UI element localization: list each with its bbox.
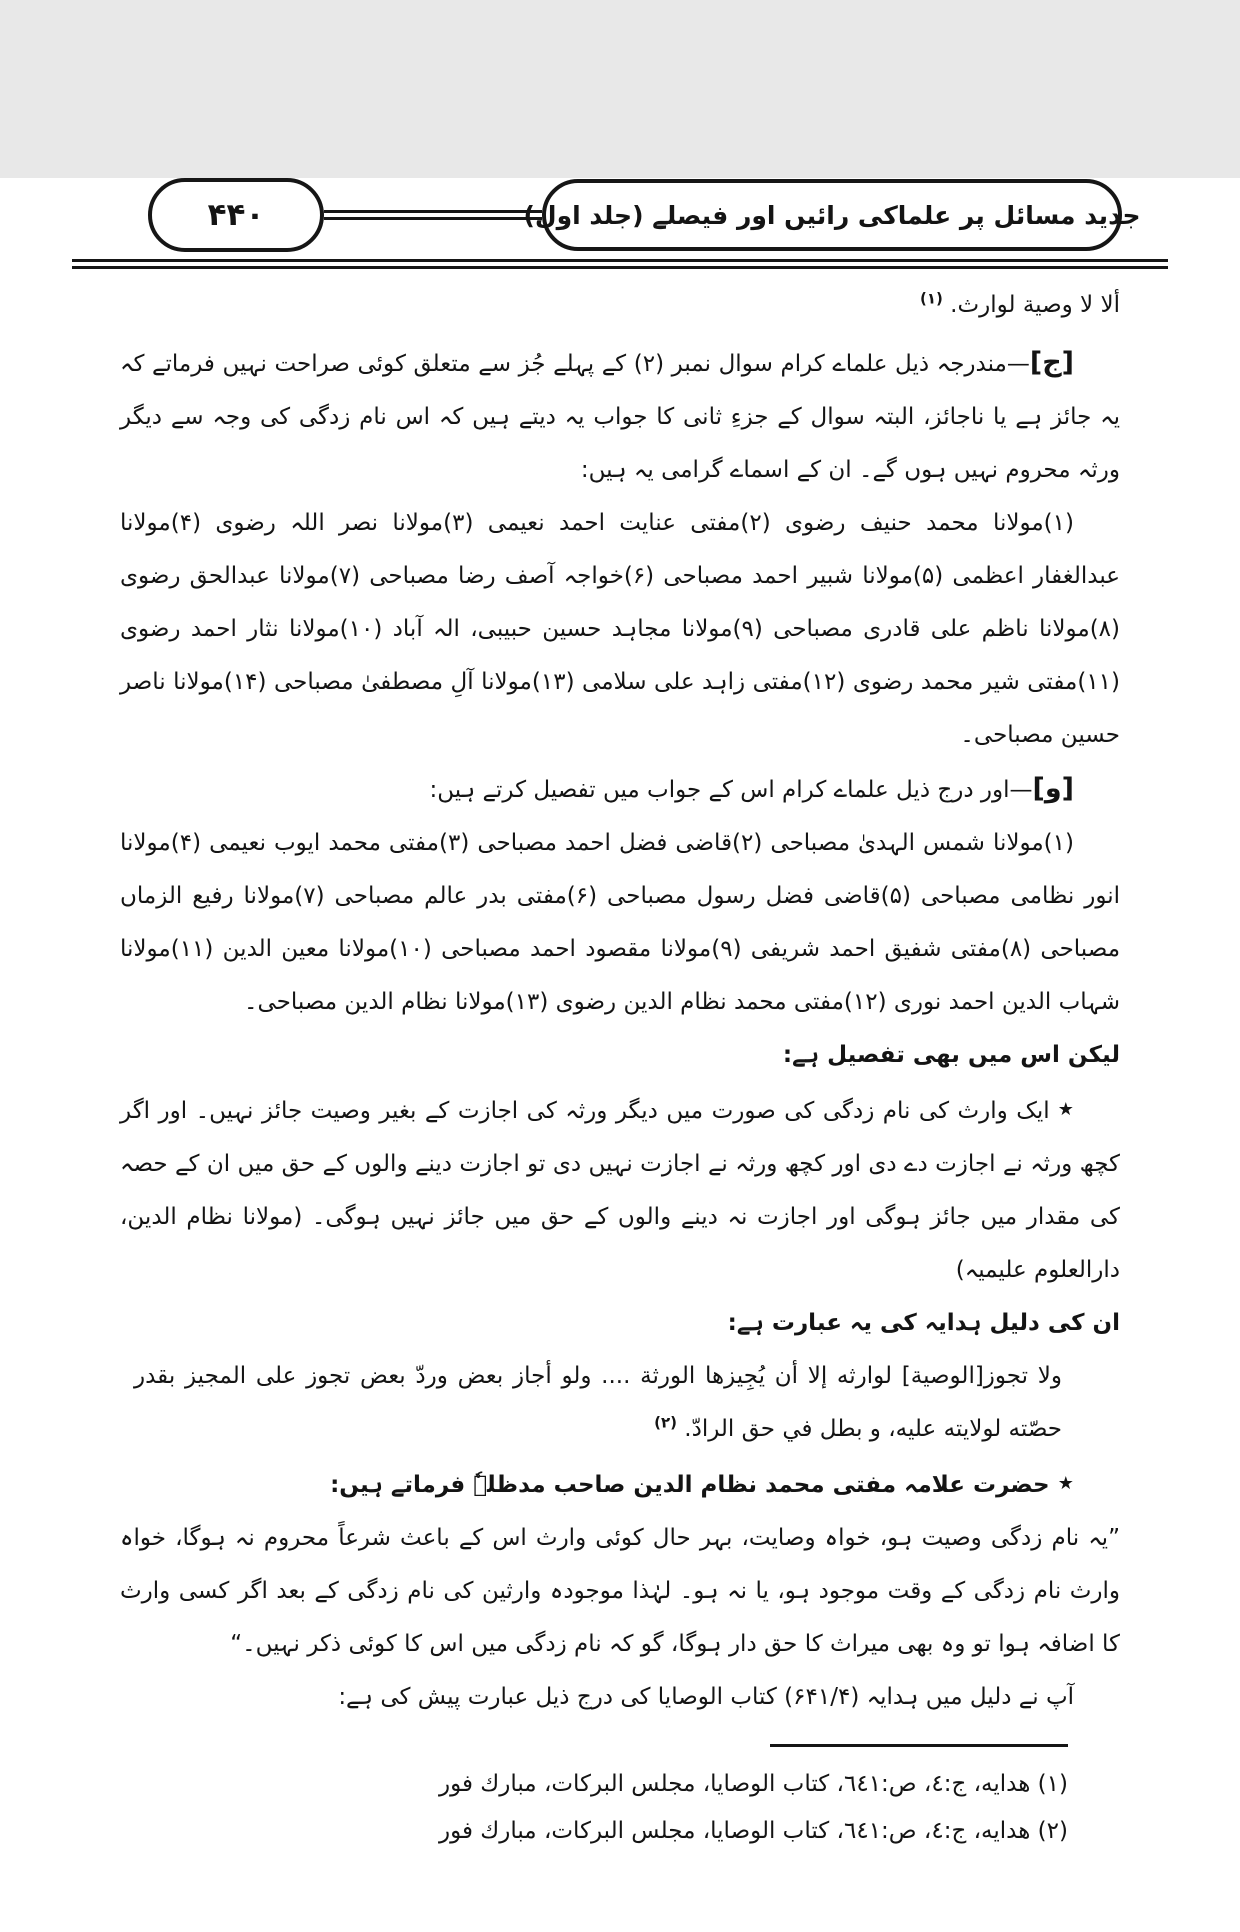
paragraph-jeem-text: —مندرجہ ذیل علماے کرام سوال نمبر (۲) کے پہلے جُز سے متعلق کوئی صراحت نہیں فرماتے کہ یہ جائز ہے یا ناجائز، البتہ سوال کے جزءِ ثانی کا جواب یہ دیتے ہیں کہ اس نام زدگی کی وجہ سے دیگر ورثہ محروم نہیں ہوں گے۔ ان کے اسماے گرامی یہ ہیں: bbox=[120, 351, 1120, 483]
book-title: جدید مسائل پر علماکی رائیں اور فیصلے (جلد اول) bbox=[523, 200, 1141, 230]
section-marker-wao: [و] bbox=[1032, 773, 1074, 804]
page-body bbox=[0, 269, 1240, 1724]
star-paragraph-1 bbox=[120, 1082, 1120, 1297]
page-number-badge bbox=[148, 178, 324, 252]
page-header bbox=[148, 178, 1141, 252]
daleel-heading bbox=[120, 1297, 1120, 1350]
lekin-heading bbox=[120, 1029, 1120, 1082]
star-paragraph-1-text: ایک وارث کی نام زدگی کی صورت میں دیگر ورثہ کی اجازت کے بغیر وصیت جائز نہیں۔ اور اگر کچھ ورثہ نے اجازت دے دی اور کچھ ورثہ نے اجازت نہیں دی تو اجازت دینے والوں کے حق میں ان کے حصہ کی مقدار میں جائز ہوگی اور اجازت نہ دینے والوں کے حق میں جائز نہیں ہوگی۔ (مولانا نظام الدین، دارالعلوم علیمیہ) bbox=[120, 1098, 1120, 1283]
star-marker-icon: ٭ bbox=[1057, 1465, 1074, 1500]
paragraph-wao bbox=[120, 762, 1120, 817]
arabic-quote-text: ولا تجوز[الوصية] لوارثه إلا أن يُجِيزها الورثة .... ولو أجاز بعض وردّ بعض تجوز على المجيز بقدر حصّته لولايته عليه، و بطل في حق الرادّ. bbox=[134, 1363, 1062, 1442]
arabic-opening-text: ألا لا وصية لوارث. bbox=[950, 292, 1120, 318]
names-list-2 bbox=[120, 817, 1120, 1029]
quotation-paragraph-text: ”یہ نام زدگی وصیت ہو، خواہ وصایت، بہر حال کوئی وارث اس کے باعث شرعاً محروم نہ ہوگا، خواہ وارث نام زدگی کے وقت موجود ہو، یا نہ ہو۔ لہٰذا موجودہ وارثین کی نام زدگی کے بعد اگر کسی وارث کا اضافہ ہوا تو وہ بھی میراث کا حق دار ہوگا، گو کہ نام زدگی میں اس کا کوئی ذکر نہیں۔“ bbox=[120, 1525, 1120, 1657]
header-connector-rule bbox=[324, 210, 542, 220]
lekin-heading-text: لیکن اس میں بھی تفصیل ہے: bbox=[782, 1042, 1120, 1068]
daleel-heading-text: ان کی دلیل ہدایہ کی یہ عبارت ہے: bbox=[727, 1310, 1120, 1336]
footnote-1: (۱) هدايه، ج:٤، ص:٦٤١، كتاب الوصايا، مجلس البركات، مبارك فور bbox=[439, 1771, 1068, 1797]
page-number: ۴۴۰ bbox=[207, 197, 265, 233]
footnote-ref-2: (۲) bbox=[654, 1413, 677, 1432]
names-list-1 bbox=[120, 497, 1120, 762]
names-list-2-text: (۱)مولانا شمس الہدیٰ مصباحی (۲)قاضی فضل احمد مصباحی (۳)مفتی محمد ایوب نعیمی (۴)مولانا انور نظامی مصباحی (۵)قاضی فضل رسول مصباحی (۶)مفتی بدر عالم مصباحی (۷)مولانا رفیع الزماں مصباحی (۸)مفتی شفیق احمد شریفی (۹)مولانا مقصود احمد مصباحی (۱۰)مولانا معین الدین (۱۱)مولانا شہاب الدین احمد نوری (۱۲)مفتی محمد نظام الدین رضوی (۱۳)مولانا نظام الدین مصباحی۔ bbox=[120, 830, 1121, 1015]
footnote-2: (۲) هدايه، ج:٤، ص:٦٤١، كتاب الوصايا، مجلس البركات، مبارك فور bbox=[439, 1818, 1068, 1844]
star-paragraph-2 bbox=[120, 1456, 1120, 1512]
quotation-paragraph bbox=[120, 1512, 1120, 1671]
section-marker-jeem: [ج] bbox=[1029, 347, 1075, 378]
header-double-rule bbox=[72, 259, 1168, 269]
star-marker-icon: ٭ bbox=[1057, 1091, 1074, 1126]
arabic-quote-block bbox=[120, 1350, 1120, 1456]
arabic-opening-line bbox=[120, 279, 1120, 332]
header-title-cartouche bbox=[523, 179, 1141, 251]
book-page bbox=[0, 178, 1240, 1932]
closing-line-text: آپ نے دلیل میں ہدایہ (۶۴۱/۴) کتاب الوصایا کی درج ذیل عبارت پیش کی ہے: bbox=[338, 1684, 1074, 1710]
star-paragraph-2-text: حضرت علامہ مفتی محمد نظام الدین صاحب مدظلہٗ فرماتے ہیں: bbox=[330, 1472, 1050, 1498]
footnote-ref-1: (۱) bbox=[919, 289, 943, 308]
footnotes-section bbox=[120, 1744, 1068, 1855]
paragraph-jeem bbox=[120, 336, 1120, 497]
footnote-separator-rule bbox=[770, 1744, 1068, 1747]
closing-line bbox=[120, 1671, 1120, 1724]
paragraph-wao-text: —اور درج ذیل علماے کرام اس کے جواب میں تفصیل کرتے ہیں: bbox=[429, 777, 1033, 803]
names-list-1-text: (۱)مولانا محمد حنیف رضوی (۲)مفتی عنایت احمد نعیمی (۳)مولانا نصر اللہ رضوی (۴)مولانا عبدالغفار اعظمی (۵)مولانا شبیر احمد مصباحی (۶)خواجہ آصف رضا مصباحی (۷)مولانا عبدالحق رضوی (۸)مولانا ناظم علی قادری مصباحی (۹)مولانا مجاہد حسین حبیبی، الہ آباد (۱۰)مولانا نثار احمد رضوی (۱۱)مفتی شیر محمد رضوی (۱۲)مفتی زاہد علی سلامی (۱۳)مولانا آلِ مصطفیٰ مصباحی (۱۴)مولانا ناصر حسین مصباحی۔ bbox=[120, 510, 1121, 748]
